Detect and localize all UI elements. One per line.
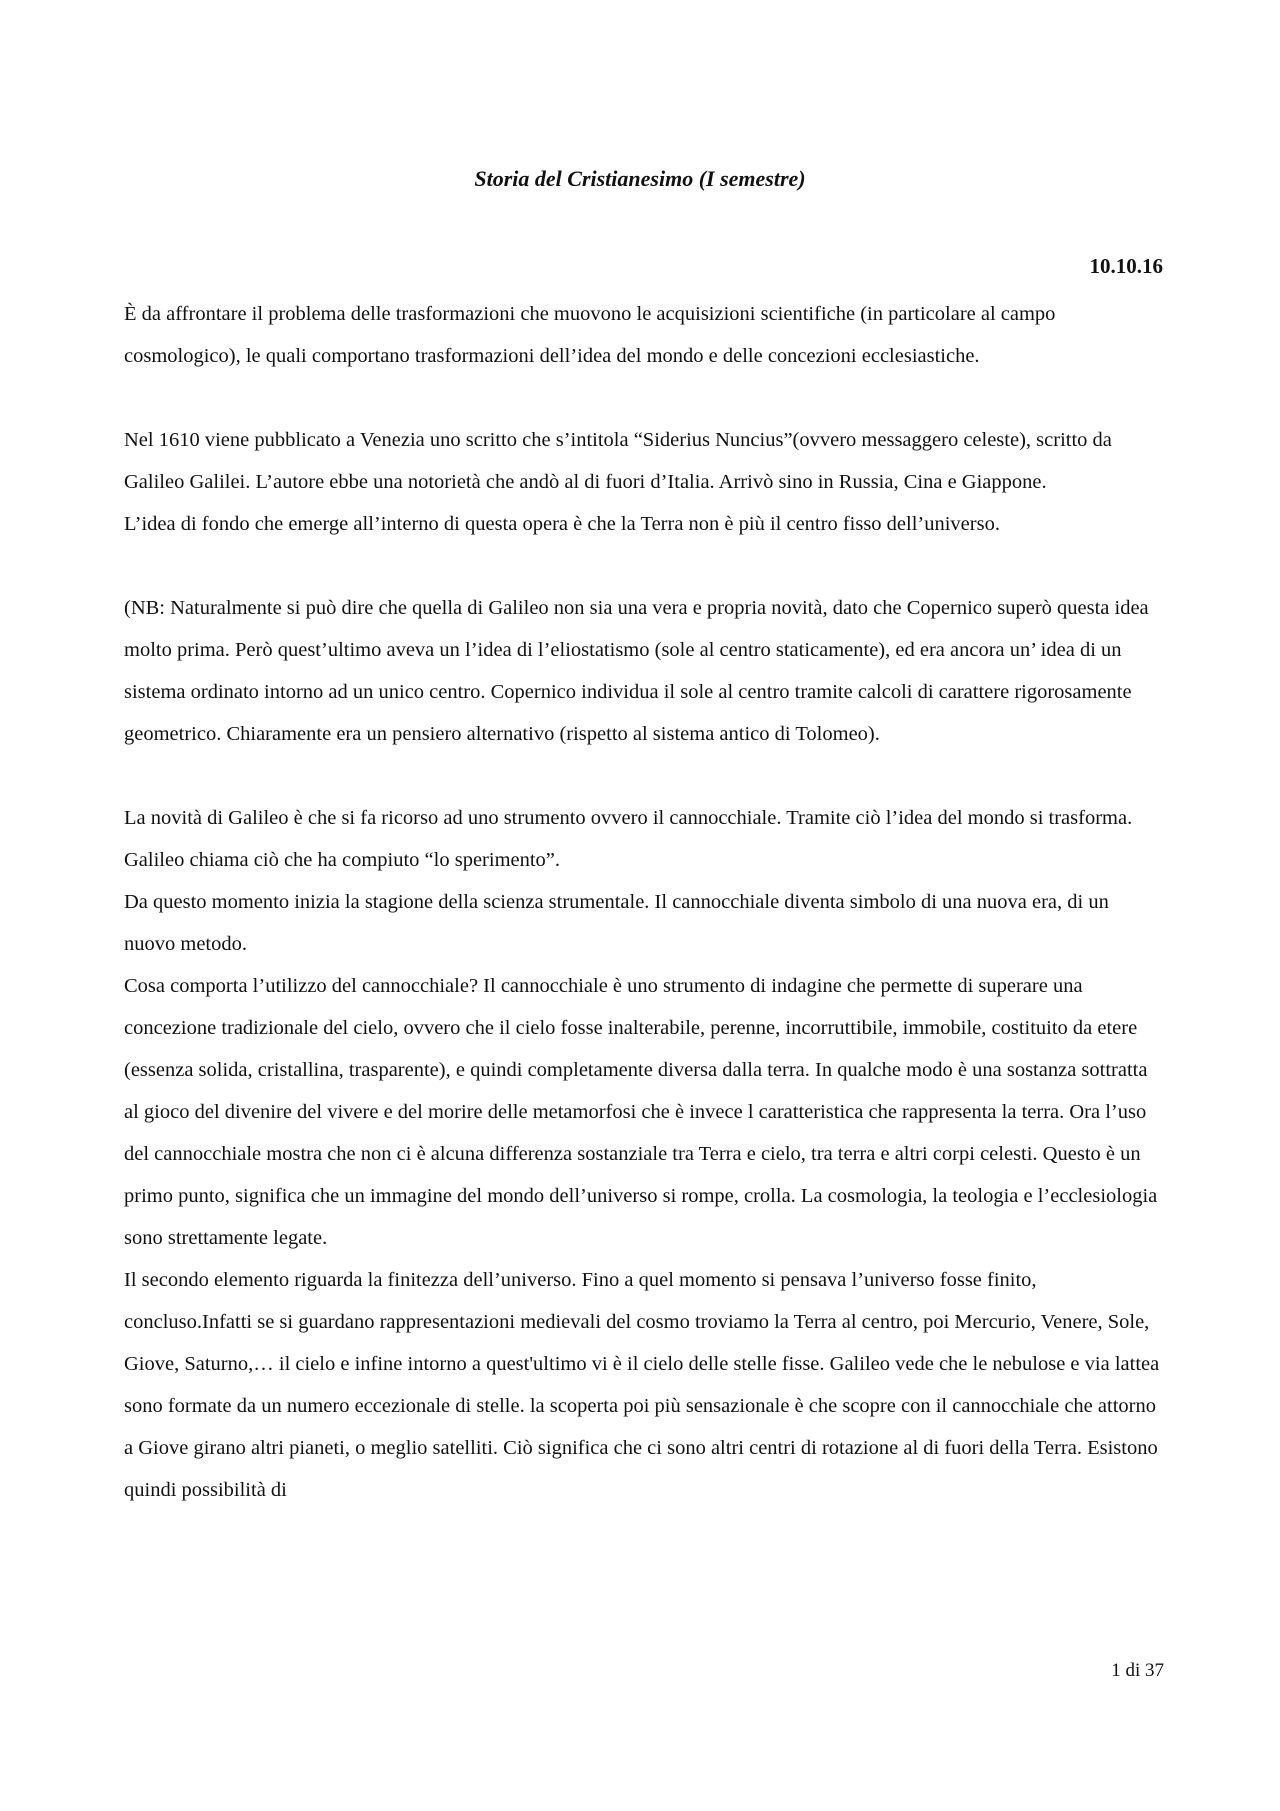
paragraph: La novità di Galileo è che si fa ricorso ad uno strumento ovvero il cannocchiale. Tramite ciò l’idea del mondo si trasforma. Galileo chiama ciò che ha compiuto “lo sperimento”. [124, 807, 1133, 871]
document-title: Storia del Cristianesimo (I semestre) [474, 166, 806, 191]
paragraph: Cosa comporta l’utilizzo del cannocchiale? Il cannocchiale è uno strumento di indagine che permette di superare una concezione tradizionale del cielo, ovvero che il cielo fosse inalterabile, perenne, incorruttibile, immobile, costituito da etere (essenza solida, cristallina, trasparente), e quindi completamente diversa dalla terra. In qualche modo è una sostanza sottratta al gioco del divenire del vivere e del morire delle metamorfosi che è invece l caratteristica che rappresenta la terra. Ora l’uso del cannocchiale mostra che non ci è alcuna differenza sostanziale tra Terra e cielo, tra terra e altri corpi celesti. Questo è un primo punto, significa che un immagine del mondo dell’universo si rompe, crolla. La cosmologia, la teologia e l’ecclesiologia sono strettamente legate. [124, 975, 1158, 1249]
page-number: 1 di 37 [1111, 1660, 1164, 1681]
paragraph: È da affrontare il problema delle trasformazioni che muovono le acquisizioni scientifiche (in particolare al campo cosmologico), le quali comportano trasformazioni dell’idea del mondo e delle concezioni ecclesiastiche. [124, 303, 1056, 367]
paragraph-gap [124, 755, 1164, 797]
lecture-date: 10.10.16 [1089, 254, 1163, 278]
paragraph-gap [124, 377, 1164, 419]
paragraph: Nel 1610 viene pubblicato a Venezia uno scritto che s’intitola “Siderius Nuncius”(ovvero messaggero celeste), scritto da Galileo Galilei. L’autore ebbe una notorietà che andò al di fuori d’Italia. Arrivò sino in Russia, Cina e Giappone. [124, 429, 1112, 493]
paragraph: Da questo momento inizia la stagione della scienza strumentale. Il cannocchiale diventa simbolo di una nuova era, di un nuovo metodo. [124, 891, 1109, 955]
paragraph-gap [124, 545, 1164, 587]
paragraph: Il secondo elemento riguarda la finitezza dell’universo. Fino a quel momento si pensava l’universo fosse finito, concluso.Infatti se si guardano rappresentazioni medievali del cosmo troviamo la Terra al centro, poi Mercurio, Venere, Sole, Giove, Saturno,… il cielo e infine intorno a quest'ultimo vi è il cielo delle stelle fisse. Galileo vede che le nebulose e via lattea sono formate da un numero eccezionale di stelle. la scoperta poi più sensazionale è che scopre con il cannocchiale che attorno a Giove girano altri pianeti, o meglio satelliti. Ciò significa che ci sono altri centri di rotazione al di fuori della Terra. Esistono quindi possibilità di [124, 1269, 1160, 1501]
paragraph: L’idea di fondo che emerge all’interno di questa opera è che la Terra non è più il centro fisso dell’universo. [124, 513, 1000, 535]
document-body [124, 293, 1164, 1511]
paragraph: (NB: Naturalmente si può dire che quella di Galileo non sia una vera e propria novità, dato che Copernico superò questa idea molto prima. Però quest’ultimo aveva un l’idea di l’eliostatismo (sole al centro staticamente), ed era ancora un’ idea di un sistema ordinato intorno ad un unico centro. Copernico individua il sole al centro tramite calcoli di carattere rigorosamente geometrico. Chiaramente era un pensiero alternativo (rispetto al sistema antico di Tolomeo). [124, 597, 1149, 745]
